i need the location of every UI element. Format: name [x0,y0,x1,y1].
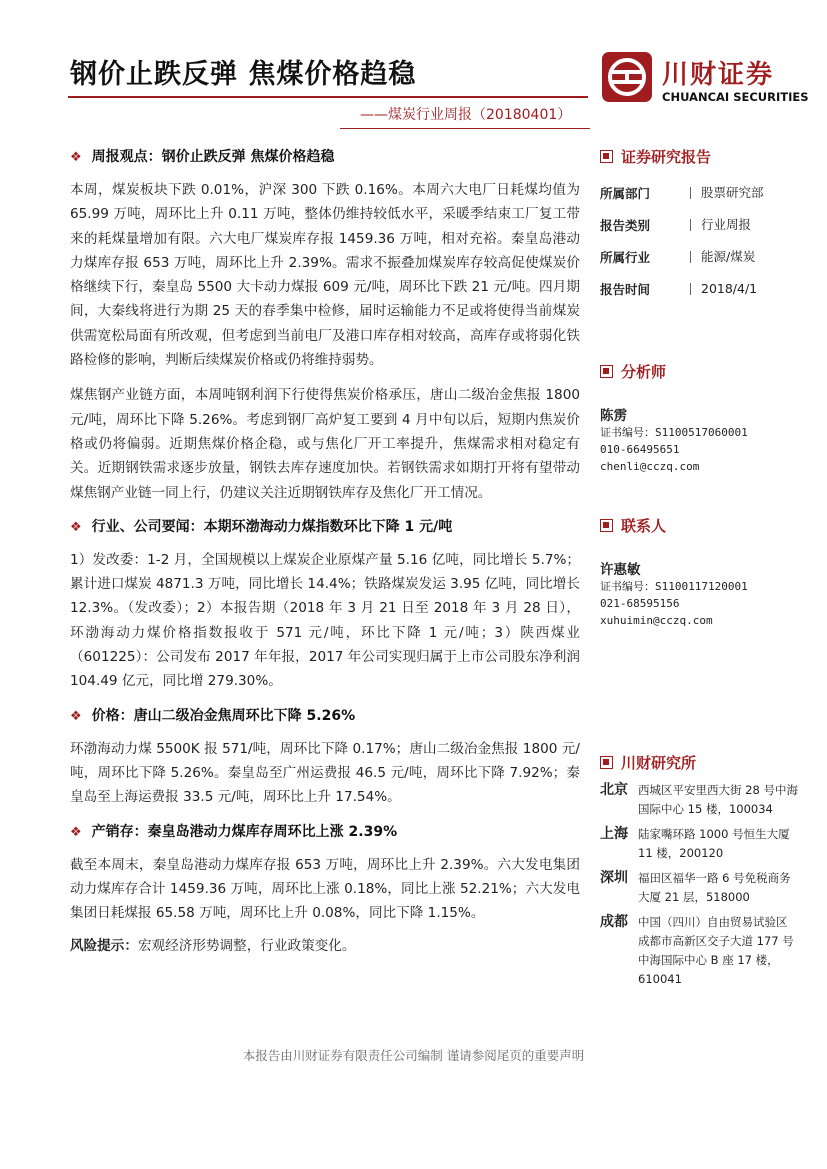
sidebar [600,146,800,629]
section-paragraph: 煤焦钢产业链方面，本周吨钢利润下行使得焦炭价格承压，唐山二级冶金焦报 1800 元/吨，周环比下降 5.26%。考虑到钢厂高炉复工要到 4 月中旬以后，短期内焦炭价格或仍将偏弱。近期焦煤价格企稳，或与焦化厂开工率提升，焦煤需求相对稳定有关。近期钢铁需求逐步放量，钢铁去库存速度加快。若钢铁需求如期打开将有望带动煤焦钢产业链一同上行，仍建议关注近期钢铁库存及焦化厂开工情况。 [70,387,580,501]
square-bullet-icon [600,756,613,769]
info-row: 所属行业 能源/煤炭 [600,249,756,265]
section-heading: ❖ 周报观点：钢价止跌反弹 焦煤价格趋稳 [70,149,335,165]
main-content [70,146,580,958]
analyst-email[interactable]: chenli@cczq.com [600,460,700,473]
report-subtitle: ——煤炭行业周报（20180401） [360,107,572,123]
contact-email[interactable]: xuhuimin@cczq.com [600,614,713,627]
address-row: 上海 陆家嘴环路 1000 号恒生大厦 11 楼，200120 [600,826,790,860]
diamond-icon: ❖ [70,519,82,535]
analyst-name: 陈雳 [600,408,627,424]
diamond-icon: ❖ [70,150,82,165]
diamond-icon: ❖ [70,708,82,724]
header-divider-bottom [340,128,590,129]
section-heading: ❖ 价格：唐山二级冶金焦周环比下降 5.26% [70,707,356,724]
contact-cert: 证书编号：S1100117120001 [600,580,748,593]
square-bullet-icon [600,365,613,378]
page-title: 钢价止跌反弹 焦煤价格趋稳 [70,59,417,90]
info-row: 报告类别 行业周报 [600,217,752,233]
info-row: 报告时间 2018/4/1 [600,281,758,297]
logo-mark-icon [602,52,652,102]
analyst-heading: 分析师 [600,361,800,382]
logo-text-cn: 川财证券 [662,60,775,90]
institute-heading: 川财研究所 [600,752,800,773]
square-bullet-icon [600,150,613,163]
section-heading: ❖ 产销存：秦皇岛港动力煤库存周环比上涨 2.39% [70,823,398,840]
contact-name: 许惠敏 [600,562,641,578]
square-bullet-icon [600,519,613,532]
research-institute [600,752,800,995]
risk-warning: 风险提示：宏观经济形势调整，行业政策变化。 [70,938,356,955]
analyst-cert: 证书编号：S1100517060001 [600,426,748,439]
address-row: 北京 西城区平安里西大街 28 号中海国际中心 15 楼，100034 [600,782,798,816]
header-divider [68,96,588,98]
info-row: 所属部门 股票研究部 [600,185,764,201]
analyst-phone: 010-66495651 [600,443,680,456]
section-paragraph: 本周，煤炭板块下跌 0.01%，沪深 300 下跌 0.16%。本周六大电厂日耗煤均值为 65.99 万吨，周环比上升 0.11 万吨，整体仍维持较低水平，采暖季结束工厂复工带来的耗煤量增加有限。六大电厂煤炭库存报 1459.36 万吨，相对充裕。秦皇岛港动力煤库存报 653 万吨，周环比上升 2.39%。需求不振叠加煤炭库存较高促使煤炭价格继续下行，秦皇岛 5500 大卡动力煤报 609 元/吨，周环比下跌 21 元/吨。四月期间，大秦线将进行为期 25 天的春季集中检修，届时运输能力不足或将使得当前煤炭供需宽松局面有所改观，但考虑到当前电厂及港口库存相对较高，高库存或将弱化铁路检修的影响，判断后续煤炭价格或仍将维持弱势。 [70,182,580,369]
section-paragraph: 环渤海动力煤 5500K 报 571/吨，周环比下降 0.17%；唐山二级冶金焦报 1800 元/吨，周环比下降 5.26%。秦皇岛至广州运费报 46.5 元/吨，周环比下降 7.92%；秦皇岛至上海运费报 33.5 元/吨，周环比上升 17.54%。 [70,740,580,806]
contact-heading: 联系人 [600,515,800,536]
address-row: 成都 中国（四川）自由贸易试验区成都市高新区交子大道 177 号中海国际中心 B 座 17 楼，610041 [600,914,794,986]
report-info-heading: 证券研究报告 [600,146,800,167]
address-row: 深圳 福田区福华一路 6 号免税商务大厦 21 层，518000 [600,870,791,904]
section-paragraph: 截至本周末，秦皇岛港动力煤库存报 653 万吨，周环比上升 2.39%。六大发电集团动力煤库存合计 1459.36 万吨，周环比上涨 0.18%，同比上涨 52.21%；六大发电集团日耗煤报 65.58 万吨，周环比上升 0.08%，同比下降 1.15%。 [70,856,580,922]
section-paragraph: 1）发改委：1-2 月，全国规模以上煤炭企业原煤产量 5.16 亿吨，同比增长 5.7%；累计进口煤炭 4871.3 万吨，同比增长 14.4%；铁路煤炭发运 3.95 亿吨，同比增长 12.3%。（发改委）；2）本报告期（2018 年 3 月 21 日至 2018 年 3 月 28 日），环渤海动力煤价格指数报收于 571 元/吨，环比下降 1 元/吨；3）陕西煤业（601225）：公司发布 2017 年年报，2017 年公司实现归属于上市公司股东净利润 104.49 亿元，同比增 279.30%。 [70,551,580,690]
footer-disclaimer: 本报告由川财证券有限责任公司编制 谨请参阅尾页的重要声明 [242,1048,585,1063]
section-heading: ❖ 行业、公司要闻：本期环渤海动力煤指数环比下降 1 元/吨 [70,518,453,535]
logo-text-en: CHUANCAI SECURITIES [662,90,809,104]
diamond-icon: ❖ [70,824,82,840]
contact-phone: 021-68595156 [600,597,680,610]
